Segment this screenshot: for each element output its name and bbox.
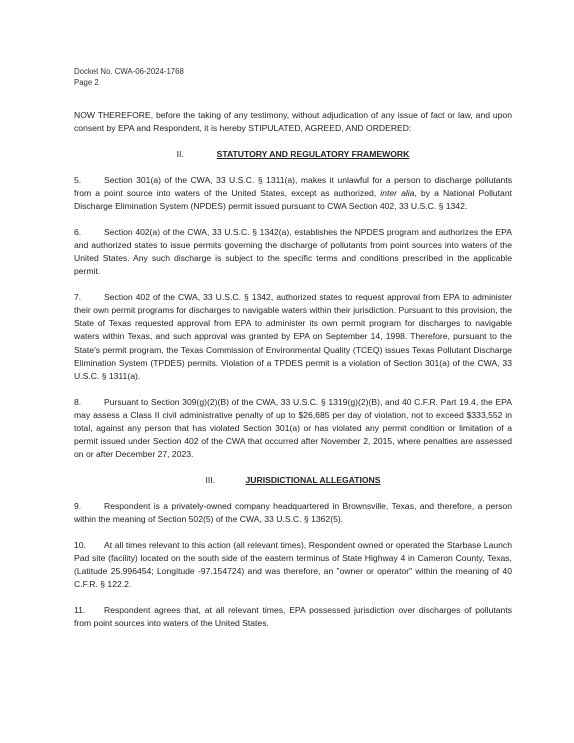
intro-paragraph: NOW THEREFORE, before the taking of any testimony, without adjudication of any issue of fact or law, and upon consent by EPA and Respondent, it is hereby STIPULATED, AGREED, AND ORDERED: (74, 110, 512, 134)
paragraph-text: Section 402 of the CWA, 33 U.S.C. § 1342, authorized states to request approval from EPA to administer their own permit programs for discharges to navigable waters within their jurisdiction. Pursuant to this provision, the State of Texas requested approval from EPA to administer its own permit program for discharges to navigable waters within Texas, and such approval was granted by EPA on September 14, 1998. Therefore, pursuant to the State's permit program, the Texas Commission of Environmental Quality (TCEQ) issues Texas Pollutant Discharge Elimination System (TPDES) permits. Violation of a TPDES permit is a violation of Section 301(a) of the CWA, 33 U.S.C. § 1311(a). (74, 292, 512, 381)
paragraph-number: 6. (74, 226, 82, 237)
paragraph-number: 9. (74, 500, 82, 511)
italic-term: inter alia (380, 187, 415, 198)
paragraph-number: 5. (74, 174, 82, 185)
paragraph-text: , by a National Pollutant Discharge Elimination System (NPDES) permit issued pursuant to CWA Section 402, 33 U.S.C. § 1342. (74, 187, 512, 212)
paragraph-7 (74, 291, 512, 383)
section-heading-iii (74, 474, 512, 487)
paragraph-5 (74, 174, 512, 213)
page-number: Page 2 (74, 78, 99, 87)
section-number: II. (176, 148, 184, 159)
paragraph-text: Respondent is a privately-owned company headquartered in Brownsville, Texas, and therefore, a person within the meaning of Section 502(5) of the CWA, 33 U.S.C. § 1362(5). (74, 500, 512, 524)
paragraph-text: Section 402(a) of the CWA, 33 U.S.C. § 1342(a), establishes the NPDES program and authorizes the EPA and authorized states to issue permits governing the discharge of pollutants from point sources into waters of the United States. Any such discharge is subject to the specific terms and conditions prescribed in the applicable permit. (74, 226, 512, 277)
paragraph-11 (74, 604, 512, 630)
paragraph-text: Section 301(a) of the CWA, 33 U.S.C. § 1311(a), makes it unlawful for a person to discharge pollutants from a point source into waters of the United States, except as authorized, (74, 174, 512, 198)
docket-number: Docket No. CWA-06-2024-1768 (74, 67, 184, 76)
section-number: III. (205, 474, 216, 485)
paragraph-number: 7. (74, 292, 82, 303)
paragraph-6 (74, 226, 512, 278)
paragraph-text: At all times relevant to this action (all relevant times), Respondent owned or operated the Starbase Launch Pad site (facility) located on the south side of the eastern terminus of State Highway 4 in Cameron County, Texas, (Latitude 25.996454; Longitude -97.154724) and was therefore, an "owner or operator" within the meaning of 40 C.F.R. § 122.2. (74, 539, 512, 589)
paragraph-number: 8. (74, 396, 82, 407)
document-body (74, 109, 512, 643)
paragraph-text: Pursuant to Section 309(g)(2)(B) of the CWA, 33 U.S.C. § 1319(g)(2)(B), and 40 C.F.R. Part 19.4, the EPA may assess a Class II civil administrative penalty of up to $26,685 per day of violation, not to exceed $333,552 in total, against any person that has violated Section 301(a) or has violated any permit condition or limitation of a permit issued under Section 402 of the CWA that occurred after November 2, 2015, where penalties are assessed on or after December 27, 2023. (74, 396, 512, 459)
paragraph-number: 10. (74, 539, 86, 550)
paragraph-10 (74, 539, 512, 591)
page-header (74, 66, 184, 88)
paragraph-text: Respondent agrees that, at all relevant times, EPA possessed jurisdiction over discharges of pollutants from point sources into waters of the United States. (74, 604, 512, 628)
paragraph-9 (74, 500, 512, 526)
section-heading-ii (74, 148, 512, 161)
paragraph-8 (74, 396, 512, 461)
paragraph-number: 11. (74, 604, 86, 615)
section-title: JURISDICTIONAL ALLEGATIONS (245, 474, 381, 485)
section-title: STATUTORY AND REGULATORY FRAMEWORK (216, 148, 410, 159)
